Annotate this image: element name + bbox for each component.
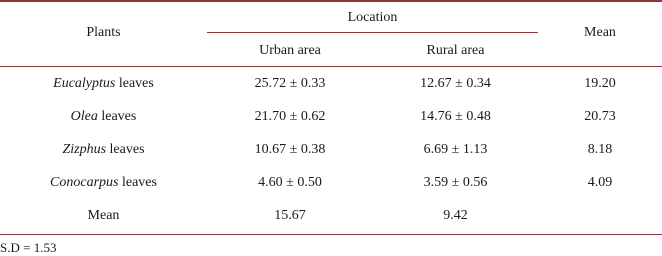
table-row-plant <box>0 175 207 191</box>
table-row-plant <box>0 76 207 92</box>
table-cell-urban: 21.70 ± 0.62 <box>254 109 326 124</box>
mean-row-urban: 15.67 <box>274 208 306 223</box>
plant-suffix: leaves <box>97 109 137 124</box>
table-cell-mean: 4.09 <box>587 175 613 190</box>
table-row-plant <box>0 109 207 125</box>
plant-suffix: leaves <box>115 76 154 91</box>
table-cell-urban: 4.60 ± 0.50 <box>258 175 322 190</box>
table-cell-urban: 10.67 ± 0.38 <box>254 142 326 157</box>
plant-genus: Conocarpus <box>50 175 119 190</box>
plant-genus: Zizphus <box>62 142 107 157</box>
table-cell-mean: 8.18 <box>587 142 613 157</box>
table-cell-rural: 12.67 ± 0.34 <box>420 76 491 91</box>
table-row-plant <box>0 142 207 158</box>
table-cell-rural: 14.76 ± 0.48 <box>420 109 491 124</box>
header-plants: Plants <box>86 25 121 40</box>
plant-genus: Olea <box>70 109 98 124</box>
table-footnote: S.D = 1.53 <box>0 240 57 255</box>
header-mean: Mean <box>584 25 616 40</box>
plant-suffix: leaves <box>106 142 145 157</box>
header-rural-area: Rural area <box>426 43 485 58</box>
plant-suffix: leaves <box>118 175 157 190</box>
table-bottom-rule <box>0 234 662 235</box>
header-bottom-rule <box>0 66 662 67</box>
table-cell-mean: 20.73 <box>584 109 616 124</box>
plant-genus: Eucalyptus <box>53 76 116 91</box>
location-underline <box>207 32 538 33</box>
mean-row-rural: 9.42 <box>443 208 468 223</box>
table-cell-rural: 6.69 ± 1.13 <box>423 142 488 157</box>
table-cell-rural: 3.59 ± 0.56 <box>423 175 488 190</box>
header-urban-area: Urban area <box>259 43 321 58</box>
table-top-rule <box>0 0 662 2</box>
header-location: Location <box>347 10 398 25</box>
mean-row-label: Mean <box>87 208 120 223</box>
table-cell-mean: 19.20 <box>584 76 616 91</box>
table-cell-urban: 25.72 ± 0.33 <box>254 76 326 91</box>
